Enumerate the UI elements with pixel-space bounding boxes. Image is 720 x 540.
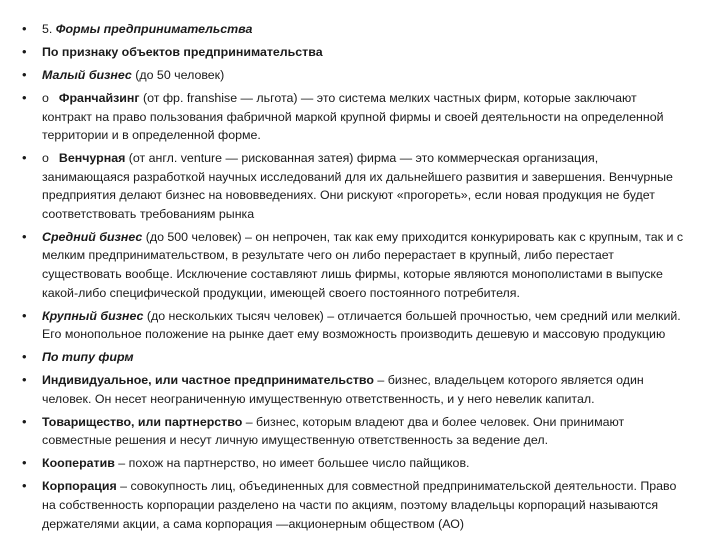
list-item-medium-business [22,228,688,302]
term-cooperative: Кооператив [42,456,115,471]
sub-marker: o [42,151,49,166]
text-small-business: (до 50 человек) [131,67,225,82]
section-number-separator: . [48,22,56,36]
term-medium-business: Средний бизнес [42,229,143,244]
list-item-small-business [22,66,688,85]
list-item-venture [22,149,688,223]
text-franchising: (от фр. franshise — льгота) — это система мелких частных фирм, которые заключают контракт на право пользования фабричной маркой крупной фирмы и своей деятельности на определенной территории и в определенной форме. [42,90,664,143]
list-item-corporation [22,477,688,533]
list-item-cooperative [22,454,688,473]
section-number: 5 [42,22,49,36]
list-item-subheading-firm-types [22,348,688,367]
text-medium-business: (до 500 человек) – он непрочен, так как ему приходится конкурировать как с крупным, так и с мелким предпринимательством, в результате чего он либо перерастает в крупный, либо перестает существовать вообще. Исключение составляют лишь фирмы, которые являются монополистами в выпуске какой-либо специфической продукции, имеющей своего постоянного потребителя. [42,229,684,300]
term-partnership: Товарищество, или партнерство [42,414,243,429]
text-corporation: – совокупность лиц, объединенных для совместной предпринимательской деятельности. Право на собственность корпорации разделено на части по акциям, поэтому владельцы корпораций называются держателями акции, а сама корпорация —акционерным обществом (АО) [42,479,677,531]
list-item-sole-proprietorship [22,371,688,408]
list-item-partnership [22,413,688,450]
term-venture: Венчурная [58,151,126,166]
text-sole-proprietorship: – бизнес, владельцем которого является один человек. Он несет неограниченную имущественную ответственность, и у него невелик капитал. [42,373,644,406]
term-small-business: Малый бизнес [42,67,132,82]
term-franchising: Франчайзинг [58,90,140,105]
term-sole-proprietorship: Индивидуальное, или частное предпринимательство [42,373,374,388]
subheading-firm-types: По типу фирм [42,350,134,365]
bullet-list [22,20,688,533]
list-item-section-title [22,20,688,39]
text-venture: (от англ. venture — рискованная затея) фирма — это коммерческая организация, занимающаяся разработкой научных исследований для их дальнейшего развития и завершения. Венчурные предприятия делают бизнес на нововведениях. Они рискуют «прогореть», если новая продукция не будет соответствовать требованиям рынка [42,151,673,221]
list-item-subheading-objects [22,43,688,62]
list-item-large-business [22,307,688,344]
sub-marker: o [42,90,49,105]
term-corporation: Корпорация [42,479,117,494]
term-large-business: Крупный бизнес [42,308,144,323]
section-title: Формы предпринимательства [55,22,253,36]
text-cooperative: – похож на партнерство, но имеет большее число пайщиков. [114,456,470,471]
list-item-franchising [22,89,688,145]
text-partnership: – бизнес, которым владеют два и более человек. Они принимают совместные решения и несут личную имущественную ответственность за ведение дел. [42,414,625,448]
subheading-objects: По признаку объектов предпринимательства [42,44,323,59]
text-large-business: (до нескольких тысяч человек) – отличается большей прочностью, чем средний или мелкий. Его монопольное положение на рынке дает ему возможность производить дешевую и массовую продукцию [42,308,681,342]
